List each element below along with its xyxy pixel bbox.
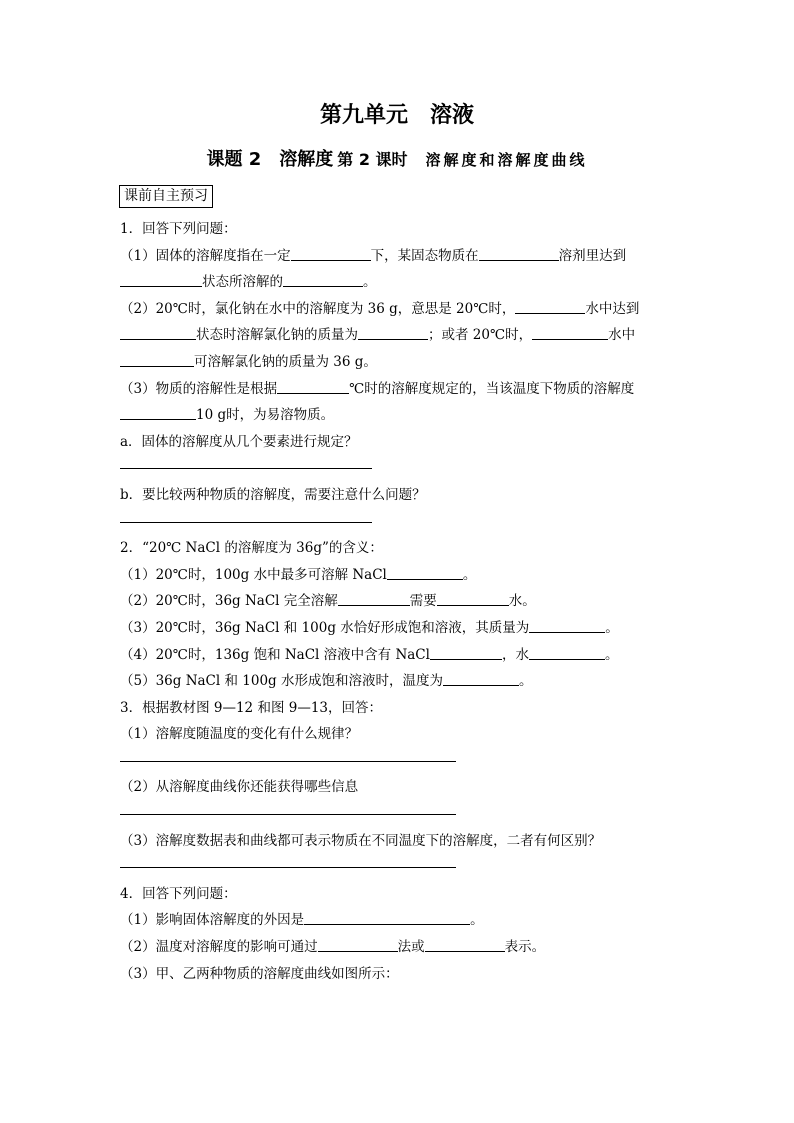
answer-line[interactable] <box>120 748 456 762</box>
answer-blank[interactable] <box>291 246 371 261</box>
q1-stem: 1．回答下列问题： <box>120 221 237 237</box>
answer-blank[interactable] <box>430 645 502 660</box>
q2-part1 <box>120 562 680 589</box>
q2-text: 。 <box>604 646 619 663</box>
q1-part3-line2 <box>120 402 680 429</box>
q1-part1-line2 <box>120 269 680 296</box>
answer-line-row <box>120 455 680 482</box>
q2-text: 。 <box>605 619 619 636</box>
answer-blank[interactable] <box>387 565 463 580</box>
q1-part2-line1 <box>120 296 680 323</box>
answer-line[interactable] <box>120 854 456 868</box>
unit-title: 第九单元 溶液 <box>319 103 474 128</box>
answer-blank[interactable] <box>532 325 608 340</box>
q4-text: （2）温度对溶解度的影响可通过 <box>120 939 318 956</box>
answer-blank[interactable] <box>443 671 519 686</box>
q4-text: 。 <box>470 912 484 929</box>
subtitle-topic: 溶解度和溶解度曲线 <box>425 151 588 169</box>
answer-line-row <box>120 854 680 881</box>
q2-text: （5）36g NaCl 和 100g 水形成饱和溶液时，温度为 <box>120 673 443 690</box>
q1-text: 可溶解氯化钠的质量为 36 g。 <box>194 353 377 370</box>
answer-blank[interactable] <box>425 937 505 952</box>
answer-blank[interactable] <box>120 325 196 340</box>
q2-part4 <box>120 642 680 669</box>
q1-text: 溶剂里达到 <box>558 247 627 264</box>
q3-part1: （1）溶解度随温度的变化有什么规律？ <box>120 726 359 743</box>
answer-blank[interactable] <box>515 299 585 314</box>
q2-part5 <box>120 668 680 695</box>
q1-text: 状态时溶解氯化钠的质量为 <box>196 327 358 344</box>
q2-text: ，水 <box>501 646 529 663</box>
q1-part1-line1 <box>120 243 680 270</box>
q2-text: 。 <box>462 566 477 583</box>
q4-stem: 4．回答下列问题： <box>120 885 237 902</box>
q1-text: 水中达到 <box>585 300 640 317</box>
q2-text: 水。 <box>508 593 536 610</box>
q4-text: （1）影响固体溶解度的外因是 <box>120 912 305 929</box>
q4-text: 表示。 <box>504 939 546 956</box>
q3-stem: 3．根据教材图 9—12 和图 9—13，回答： <box>120 699 382 716</box>
q1-text: ℃时的溶解度规定的，当该温度下物质的溶解度 <box>349 380 635 397</box>
q1-text: 。 <box>363 274 377 291</box>
q2-text: （3）20℃时，36g NaCl 和 100g 水恰好形成饱和溶液，其质量为 <box>120 619 530 636</box>
answer-line[interactable] <box>120 801 456 815</box>
answer-blank[interactable] <box>479 246 559 261</box>
answer-blank[interactable] <box>338 591 410 606</box>
q1-text: （1）固体的溶解度指在一定 <box>120 247 291 264</box>
lesson-subtitle <box>0 145 794 171</box>
q1-sub-b: b．要比较两种物质的溶解度，需要注意什么问题？ <box>120 486 426 503</box>
answer-line[interactable] <box>120 455 372 469</box>
answer-blank[interactable] <box>120 405 196 420</box>
q1-part2-line3 <box>120 349 680 376</box>
q2-text: （1）20℃时，100g 水中最多可溶解 NaCl <box>120 566 387 583</box>
q2-part2 <box>120 588 680 615</box>
answer-blank[interactable] <box>304 910 470 925</box>
q4-part3: （3）甲、乙两种物质的溶解度曲线如图所示： <box>120 965 399 982</box>
answer-blank[interactable] <box>120 272 202 287</box>
answer-blank[interactable] <box>529 618 605 633</box>
q1-text: （2）20℃时，氯化钠在水中的溶解度为 36 g，意思是 20℃时， <box>120 300 516 317</box>
q2-part3 <box>120 615 680 642</box>
q1-text: 状态所溶解的 <box>202 274 283 291</box>
answer-line-row <box>120 509 680 536</box>
answer-blank[interactable] <box>318 937 398 952</box>
q2-text: （4）20℃时，136g 饱和 NaCl 溶液中含有 NaCl <box>120 646 430 663</box>
section-label-box: 课前自主预习 <box>119 185 213 208</box>
q1-sub-a: a．固体的溶解度从几个要素进行规定？ <box>120 433 358 450</box>
answer-blank[interactable] <box>437 591 509 606</box>
q2-stem: 2．“20℃ NaCl 的溶解度为 36g”的含义： <box>120 540 383 557</box>
q3-part2: （2）从溶解度曲线你还能获得哪些信息 <box>120 779 359 796</box>
answer-line[interactable] <box>120 509 372 523</box>
q1-text: 水中 <box>608 327 636 344</box>
q1-text: ；或者 20℃时， <box>428 327 533 344</box>
answer-blank[interactable] <box>529 645 605 660</box>
q1-text: 10 g时，为易溶物质。 <box>196 407 335 424</box>
question-content <box>120 216 680 987</box>
q1-text: （3）物质的溶解性是根据 <box>120 380 278 397</box>
q2-text: 需要 <box>409 593 437 610</box>
answer-blank[interactable] <box>120 352 194 367</box>
q2-text: （2）20℃时，36g NaCl 完全溶解 <box>120 593 338 610</box>
q4-text: 法或 <box>397 939 425 956</box>
answer-blank[interactable] <box>277 379 349 394</box>
answer-line-row <box>120 748 680 775</box>
q4-part2 <box>120 934 680 961</box>
q2-text: 。 <box>519 673 533 690</box>
q3-part3: （3）溶解度数据表和曲线都可表示物质在不同温度下的溶解度，二者有何区别？ <box>120 832 602 849</box>
subtitle-main: 课题 2 溶解度 <box>206 149 334 170</box>
answer-blank[interactable] <box>283 272 363 287</box>
answer-blank[interactable] <box>358 325 428 340</box>
q4-part1 <box>120 907 680 934</box>
answer-line-row <box>120 801 680 828</box>
q1-part2-line2 <box>120 322 680 349</box>
q1-part3-line1 <box>120 376 680 403</box>
subtitle-lesson: 第 2 课时 <box>337 150 408 169</box>
q1-text: 下，某固态物质在 <box>370 247 479 264</box>
